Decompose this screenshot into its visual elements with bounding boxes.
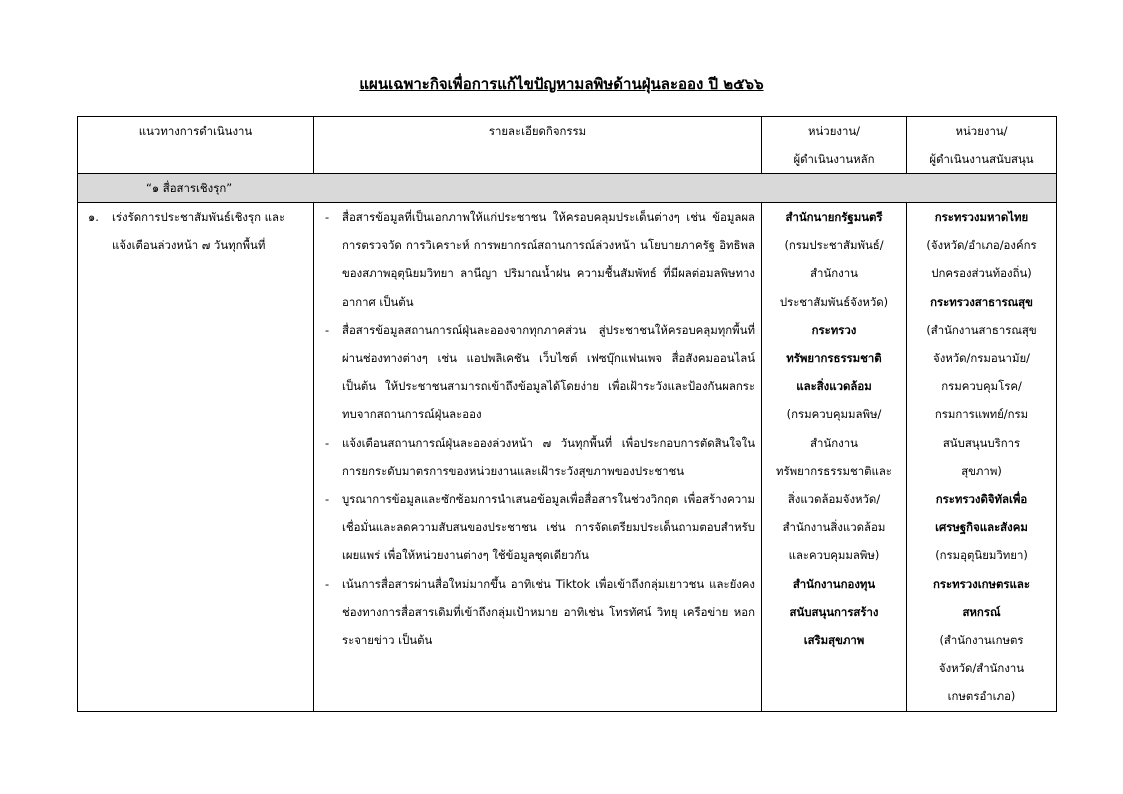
header-support-line2: ผู้ดำเนินงานสนับสนุน (929, 152, 1034, 166)
support-agency-line: จังหวัด/กรมอนามัย/ (933, 351, 1030, 366)
lead-agency-line: สำนักงานกองทุน (792, 576, 876, 591)
activity-details-cell (314, 203, 762, 712)
support-agency-line: (สำนักงานสาธารณสุข (926, 322, 1037, 337)
support-agency-line: สุขภาพ) (961, 463, 1002, 478)
header-lead-line1: หน่วยงาน/ (808, 124, 860, 138)
lead-agency-line: (กรมควบคุมมลพิษ/ (786, 407, 882, 422)
support-agency-line: กระทรวงเกษตรและ (933, 576, 1030, 591)
support-agency-line: (กรมอุตุนิยมวิทยา) (935, 548, 1028, 563)
lead-agency-line: สิ่งแวดล้อมจังหวัด/ (787, 492, 881, 507)
lead-agency-line: (กรมประชาสัมพันธ์/ (784, 238, 884, 253)
activity-item: - เน้นการสื่อสารผ่านสื่อใหม่มากขึ้น อาทิเช่น Tiktok เพื่อเข้าถึงกลุ่มเยาวชน และยังคงช่องทางการสื่อสารเดิมที่เข้าถึงกลุ่มเป้าหมาย อาทิเช่น โทรทัศน์ วิทยุ เครือข่าย หอกระจายข่าว เป็นต้น (322, 570, 755, 655)
support-agency-line: (สำนักงานเกษตร (939, 633, 1024, 648)
table-row (78, 203, 1057, 712)
header-support-agency (907, 117, 1057, 174)
lead-agency-line: สำนักงาน (810, 266, 858, 281)
lead-agency-line: ทรัพยากรธรรมชาติ (786, 351, 882, 366)
lead-agency-line: กระทรวง (811, 322, 857, 337)
lead-agency-line: และควบคุมมลพิษ) (788, 548, 880, 563)
activity-list (322, 203, 755, 654)
lead-agency-line: ทรัพยากรธรรมชาติและ (776, 463, 892, 478)
support-agency-line: เศรษฐกิจและสังคม (935, 520, 1028, 535)
support-agency-line: สหกรณ์ (962, 604, 1001, 619)
support-agency-cell (907, 203, 1057, 712)
approach-cell (78, 203, 314, 712)
table-header-row (78, 117, 1057, 174)
lead-agency-line: ประชาสัมพันธ์จังหวัด) (779, 294, 889, 309)
header-lead-line2: ผู้ดำเนินงานหลัก (793, 152, 875, 166)
header-details: รายละเอียดกิจกรรม (314, 117, 762, 174)
support-agency-line: สนับสนุนบริการ (942, 435, 1021, 450)
support-agency-line: กระทรวงดิจิทัลเพื่อ (935, 492, 1028, 507)
section-title: “๑ สื่อสารเชิงรุก” (146, 181, 233, 195)
support-agency-line: กระทรวงมหาดไทย (934, 210, 1029, 224)
activity-item: - แจ้งเตือนสถานการณ์ฝุ่นละอองล่วงหน้า ๗ วันทุกพื้นที่ เพื่อประกอบการตัดสินใจในการยกระดับมาตรการของหน่วยงานและเฝ้าระวังสุขภาพของประชาชน (322, 429, 755, 485)
lead-agency-line: สนับสนุนการสร้าง (789, 604, 879, 619)
support-agency-line: (จังหวัด/อำเภอ/องค์กร (926, 238, 1037, 253)
support-agency-line: เกษตรอำเภอ) (947, 689, 1016, 704)
activity-item: - สื่อสารข้อมูลสถานการณ์ฝุ่นละอองจากทุกภาคส่วน สู่ประชาชนให้ครอบคลุมทุกพื้นที่ผ่านช่องทางต่างๆ เช่น แอปพลิเคชัน เว็บไซต์ เฟซบุ๊กแฟนเพจ สื่อสังคมออนไลน์ เป็นต้น ให้ประชาชนสามารถเข้าถึงข้อมูลได้โดยง่าย เพื่อเฝ้าระวังและป้องกันผลกระทบจากสถานการณ์ฝุ่นละออง (322, 316, 755, 429)
document-title: แผนเฉพาะกิจเพื่อการแก้ไขปัญหามลพิษด้านฝุ่นละออง ปี ๒๕๖๖ (359, 75, 764, 93)
section-row (78, 174, 1057, 203)
activity-item: - บูรณาการข้อมูลและซักซ้อมการนำเสนอข้อมูลเพื่อสื่อสารในช่วงวิกฤต เพื่อสร้างความเชื่อมั่นและลดความสับสนของประชาชน เช่น การจัดเตรียมประเด็นถามตอบสำหรับเผยแพร่ เพื่อให้หน่วยงานต่างๆ ใช้ข้อมูลชุดเดียวกัน (322, 485, 755, 570)
header-lead-agency (762, 117, 907, 174)
support-agency-line: กรมควบคุมโรค/ (941, 379, 1022, 394)
lead-agency-line: สำนักงาน (810, 435, 858, 450)
support-agency-line: ปกครองส่วนท้องถิ่น) (931, 266, 1032, 281)
lead-agency-cell (762, 203, 907, 712)
activity-item: - สื่อสารข้อมูลที่เป็นเอกภาพให้แก่ประชาชน ให้ครอบคลุมประเด็นต่างๆ เช่น ข้อมูลผลการตรวจวัด การวิเคราะห์ การพยากรณ์สถานการณ์ล่วงหน้า นโยบายภาครัฐ อิทธิพลของสภาพอุตุนิยมวิทยา ลานีญา ปริมาณน้ำฝน ความชื้นสัมพัทธ์ ที่มีผลต่อมลพิษทางอากาศ เป็นต้น (322, 203, 755, 316)
lead-agency-line: สำนักงานสิ่งแวดล้อม (782, 520, 886, 535)
approach-line1: เร่งรัดการประชาสัมพันธ์เชิงรุก และ (112, 210, 286, 224)
plan-table (77, 116, 1057, 712)
support-agency-line: กระทรวงสาธารณสุข (930, 294, 1033, 309)
support-agency-line: จังหวัด/สำนักงาน (938, 661, 1025, 676)
section-cell (78, 174, 1057, 203)
header-approach: แนวทางการดำเนินงาน (78, 117, 314, 174)
lead-agency-line: สำนักนายกรัฐมนตรี (785, 210, 883, 224)
lead-agency-line: และสิ่งแวดล้อม (796, 379, 872, 394)
header-support-line1: หน่วยงาน/ (955, 124, 1008, 138)
support-agency-line: กรมการแพทย์/กรม (934, 407, 1029, 422)
lead-agency-line: เสริมสุขภาพ (803, 633, 865, 648)
approach-line2: แจ้งเตือนล่วงหน้า ๗ วันทุกพื้นที่ (112, 238, 266, 253)
row-number: ๑. (88, 210, 99, 224)
